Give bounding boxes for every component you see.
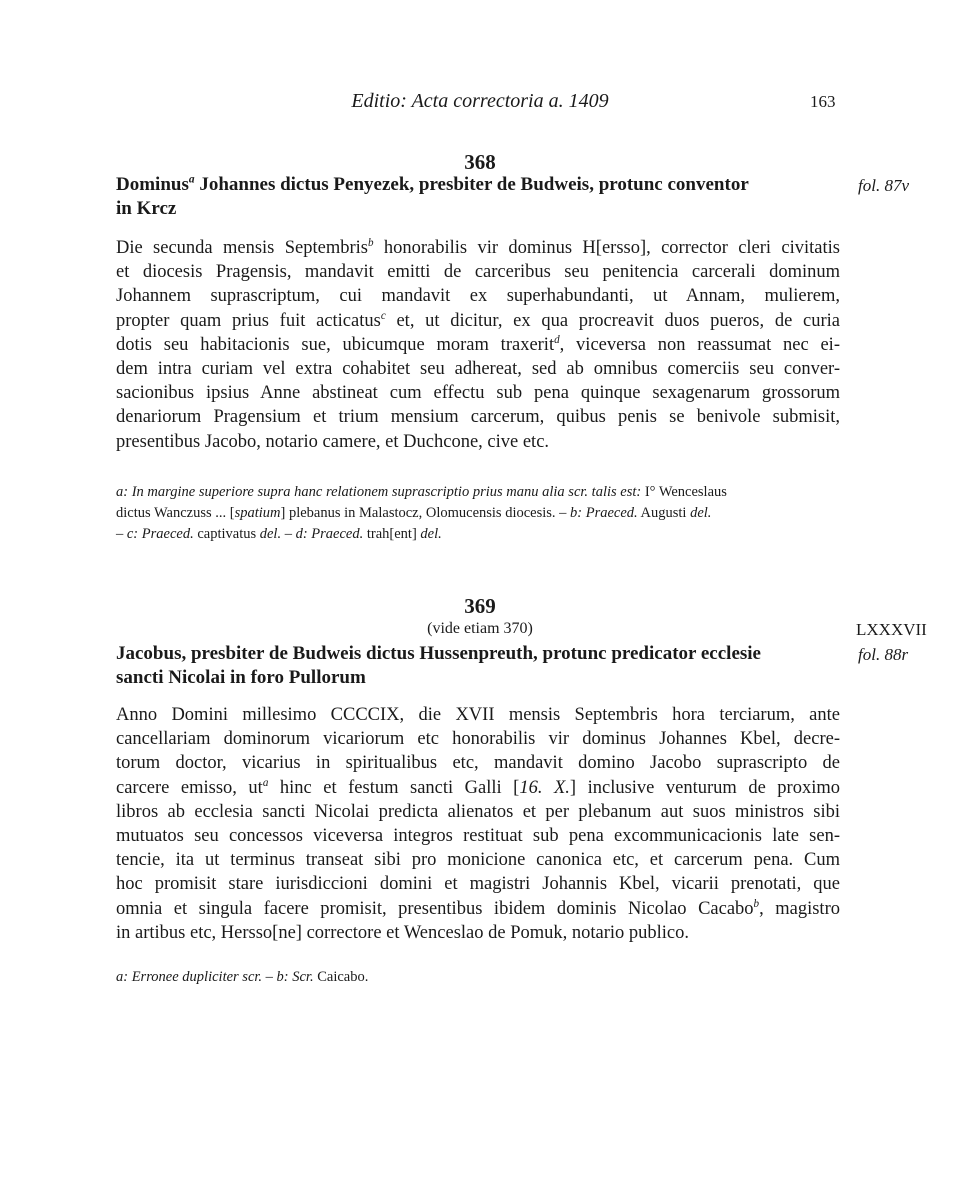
margin-folio: fol. 88r [858,645,909,664]
page-number: 163 [810,92,836,111]
body-text: omnia et singula facere promisit, presentibus ibidem dominis Nicolao Cacabo [116,898,754,919]
margin-roman-numeral: LXXXVII [856,620,927,639]
body-line [116,751,840,775]
body-line [116,872,840,896]
footnote-italic-text: spatium [234,505,281,521]
body-text: hinc et festum sancti Galli [ [268,777,520,798]
editorial-date: 16. X. [519,777,570,798]
body-text: , viceversa non reassumat nec ei- [559,334,840,355]
body-text: in artibus etc, Hersso[ne] correctore et Wenceslao de Pomuk, notario publico. [116,922,690,943]
footnote-italic-text: a: In margine superiore supra hanc relationem suprascriptio prius manu alia scr. talis est: [116,484,642,500]
cross-reference: (vide etiam 370) [427,620,533,637]
footnote-italic-text: del. [420,526,442,542]
body-text: honorabilis vir dominus H[ersso], corrector cleri civitatis [373,238,840,258]
body-line [116,800,840,824]
footnote-marker: a [188,173,195,186]
footnote-italic-text: b: Praeced. [570,505,638,521]
footnote-text: – [281,526,296,542]
body-line [116,921,840,945]
body-text: torum doctor, vicarius in spiritualibus etc, mandavit domino Jacobo suprascripto de [116,753,840,774]
body-text: sacionibus ipsius Anne abstineat cum effectu sub pena quinque sexagenarum grossorum [116,383,840,404]
body-line [116,848,840,872]
margin-folio: fol. 87v [858,176,909,195]
footnote-line [116,524,840,545]
body-text: propter quam prius fuit acticatus [116,310,381,331]
entry-body [116,236,840,454]
footnote-line [116,482,840,503]
entry-number: 368 [464,150,496,174]
body-text: et, ut dicitur, ex qua procreavit duos pueros, de curia [385,310,840,331]
body-text: Johannem suprascriptum, cui mandavit ex superhabundanti, ut Annam, mulierem, [116,286,840,307]
body-text: carcere emisso, ut [116,777,263,798]
footnote-text: Augusti [637,505,691,521]
entry-heading [116,642,816,690]
body-text: tencie, ita ut terminus transeat sibi pro monicione canonica etc, et carcerum pena. Cum [116,850,840,871]
footnote-text: Caicabo. [313,969,369,985]
footnote-italic-text: del. [690,505,712,521]
body-text: ] inclusive venturum de proximo [569,777,840,798]
body-line [116,405,840,429]
body-text: Anno Domini millesimo CCCCIX, die XVII mensis Septembris hora terciarum, ante [116,705,840,725]
footnote-text: captivatus [193,526,260,542]
body-text: presentibus Jacobo, notario camere, et Duchcone, cive etc. [116,431,550,452]
body-text: hoc promisit stare iurisdiccioni domini et magistri Johannis Kbel, vicarii prenotati, que [116,874,840,895]
footnote-marker: c [380,309,386,322]
footnotes [116,967,840,988]
footnote-italic-text: del. [259,526,282,542]
body-text: libros ab ecclesia sancti Nicolai predicta alienatos et per plebanum aut suos ministros sibi [116,801,840,822]
body-line [116,897,840,921]
body-line [116,430,840,454]
body-text: cancellariam dominorum vicariorum etc honorabilis vir dominus Johannes Kbel, decre- [116,729,840,750]
footnote-italic-text: a: Erronee dupliciter scr. – b: Scr. [116,969,314,985]
body-text: mutuatos seu concessos viceversa integros restituat sub pena excommunicacionis late sen- [116,826,840,847]
entry-heading [116,173,816,221]
entry-number: 369 [464,594,496,618]
body-line [116,236,840,260]
footnote-marker: a [262,776,269,789]
footnote-text: trah[ent] [363,526,421,542]
body-line [116,309,840,333]
heading-text: Johannes dictus Penyezek, presbiter de Budweis, protunc conventor [194,174,749,195]
body-text: , magistro [759,898,840,919]
heading-text: sancti Nicolai in foro Pullorum [116,667,366,688]
footnote-line [116,967,840,988]
body-line [116,703,840,727]
body-line [116,727,840,751]
body-line [116,284,840,308]
footnotes [116,482,840,545]
footnote-line [116,503,840,524]
footnote-italic-text: c: Praeced. [126,526,194,542]
running-title: Editio: Acta correctoria a. 1409 [351,90,609,112]
footnote-marker: d [554,333,560,346]
body-line [116,776,840,800]
body-text: dotis seu habitacionis sue, ubicumque moram traxerit [116,334,555,355]
body-text: denariorum Pragensium et trium mensium carcerum, quibus penis se benivole submisit, [116,407,840,428]
entry-body [116,703,840,945]
footnote-italic-text: d: Praeced. [295,526,364,542]
footnote-marker: b [753,897,760,910]
body-text: dem intra curiam vel extra cohabitet seu adhereat, sed ab omnibus comerciis seu conver- [116,359,840,380]
body-line [116,357,840,381]
body-text: et diocesis Pragensis, mandavit emitti de carceribus seu penitencia carcerali dominum [116,262,840,283]
footnote-marker: b [367,236,374,249]
body-line [116,260,840,284]
footnote-text: ] plebanus in Malastocz, Olomucensis diocesis. – [280,505,571,521]
footnote-text: I° Wenceslaus [641,484,727,500]
heading-text: Jacobus, presbiter de Budweis dictus Hussenpreuth, protunc predicator ecclesie [116,643,761,664]
body-line [116,381,840,405]
body-line [116,824,840,848]
body-line [116,333,840,357]
footnote-text: – [116,526,127,542]
body-text: Die secunda mensis Septembris [116,238,368,258]
heading-text: Dominus [116,174,189,195]
footnote-text: dictus Wanczuss ... [ [116,505,235,521]
heading-text: in Krcz [116,198,177,219]
